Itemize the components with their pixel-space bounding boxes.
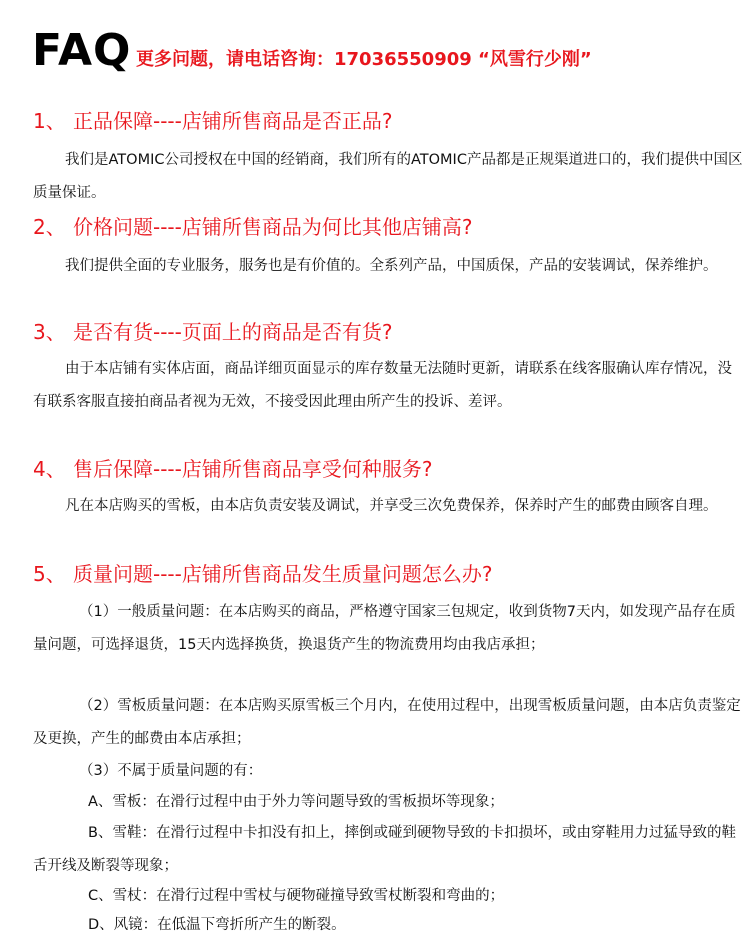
contact-line: 更多问题，请电话咨询：17036550909 “风雪行少刚” (136, 49, 592, 70)
quality-item-2: （2）雪板质量问题：在本店购买原雪板三个月内，在使用过程中，出现雪板质量问题，由本店负责鉴定及更换，产生的邮费由本店承担； (33, 698, 741, 747)
faq-header (32, 26, 747, 76)
exclusion-item-d: D、风镜：在低温下弯折所产生的断裂。 (88, 917, 346, 933)
quality-item-1: （1）一般质量问题：在本店购买的商品，严格遵守国家三包规定，收到货物7天内，如发现产品存在质量问题，可选择退货，15天内选择换货，换退货产生的物流费用均由我店承担； (33, 604, 736, 653)
faq-answer-1: 我们是ATOMIC公司授权在中国的经销商，我们所有的ATOMIC产品都是正规渠道进口的，我们提供中国区质量保证。 (33, 152, 743, 201)
quality-item-3: （3）不属于质量问题的有： (79, 763, 263, 779)
question-text: 正品保障----店铺所售商品是否正品? (73, 109, 393, 133)
faq-answer-3: 由于本店铺有实体店面，商品详细页面显示的库存数量无法随时更新，请联系在线客服确认库存情况，没有联系客服直接拍商品者视为无效，不接受因此理由所产生的投诉、差评。 (33, 361, 732, 410)
exclusion-item-a: A、雪板：在滑行过程中由于外力等问题导致的雪板损坏等现象； (88, 794, 504, 810)
faq-question-5 (33, 561, 748, 587)
exclusion-item-c: C、雪杖：在滑行过程中雪杖与硬物碰撞导致雪杖断裂和弯曲的； (88, 888, 505, 904)
faq-question-2 (33, 214, 748, 240)
faq-question-3 (33, 319, 748, 345)
question-number: 5、 (33, 562, 66, 586)
question-number: 4、 (33, 457, 66, 481)
question-text: 售后保障----店铺所售商品享受何种服务? (73, 457, 433, 481)
question-text: 价格问题----店铺所售商品为何比其他店铺高? (73, 215, 473, 239)
question-text: 质量问题----店铺所售商品发生质量问题怎么办? (73, 562, 493, 586)
faq-answer-2: 我们提供全面的专业服务，服务也是有价值的。全系列产品，中国质保，产品的安装调试，保养维护。 (65, 258, 718, 274)
faq-question-4 (33, 456, 748, 482)
question-number: 2、 (33, 215, 66, 239)
question-text: 是否有货----页面上的商品是否有货? (73, 320, 393, 344)
question-number: 1、 (33, 109, 66, 133)
question-number: 3、 (33, 320, 66, 344)
faq-question-1 (33, 108, 748, 134)
faq-title: FAQ (32, 25, 132, 76)
exclusion-item-b: B、雪鞋：在滑行过程中卡扣没有扣上，摔倒或碰到硬物导致的卡扣损坏，或由穿鞋用力过猛导致的鞋舌开线及断裂等现象； (33, 825, 736, 874)
faq-answer-4: 凡在本店购买的雪板，由本店负责安装及调试，并享受三次免费保养，保养时产生的邮费由顾客自理。 (65, 498, 718, 514)
